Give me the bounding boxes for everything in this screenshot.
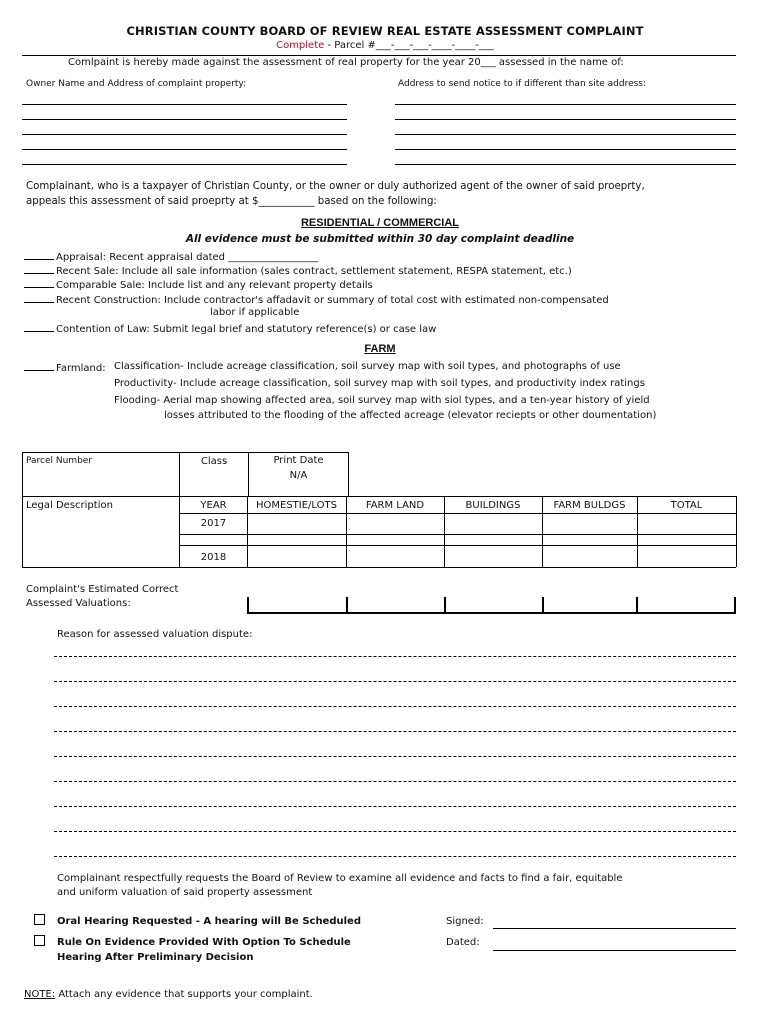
signed-label: Signed: — [446, 916, 484, 927]
parcel-number-label: Parcel Number — [26, 456, 93, 466]
farm-productivity: Productivity- Include acreage classification, soil survey map with soil types, and productivity index ratings — [114, 378, 645, 389]
col-year: YEAR — [200, 500, 227, 511]
legal-description-label: Legal Description — [26, 500, 113, 511]
form-subtitle — [0, 40, 770, 51]
farm-heading: FARM — [364, 343, 396, 355]
col-farm-buildings: FARM BULDGS — [553, 500, 626, 511]
contention-label: Contention of Law: Submit legal brief and statutory reference(s) or case law — [56, 324, 437, 335]
appraisal-label: Appraisal: Recent appraisal dated __________________ — [56, 252, 319, 263]
complaint-line: Comlpaint is hereby made against the assessment of real property for the year 20___ assessed in the name of: — [68, 57, 624, 68]
col-total: TOTAL — [670, 500, 703, 511]
class-label: Class — [200, 456, 228, 467]
comparable-sale-label: Comparable Sale: Include list and any relevant property details — [56, 280, 373, 291]
estimated-label-1: Complaint's Estimated Correct — [26, 584, 179, 595]
request-line-1: Complainant respectfully requests the Board of Review to examine all evidence and facts to find a fair, equitable — [57, 873, 623, 884]
recent-sale-item[interactable] — [24, 264, 572, 277]
parcel-line: - Parcel #___-___-___-____-____-___ — [324, 40, 494, 51]
signed-field[interactable] — [493, 928, 736, 929]
dated-field[interactable] — [493, 950, 736, 951]
print-date-value: N/A — [289, 470, 308, 481]
complainant-line-1: Complainant, who is a taxpayer of Christian County, or the owner or duly authorized agent of the owner of said proeprty, — [26, 181, 645, 192]
year-2017: 2017 — [200, 518, 227, 529]
col-buildings: BUILDINGS — [465, 500, 521, 511]
farmland-label: Farmland: — [56, 363, 106, 374]
recent-construction-cont: labor if applicable — [210, 307, 300, 318]
farm-flooding-cont: losses attributed to the flooding of the affected acreage (elevator reciepts or other doumentation) — [164, 410, 657, 421]
deadline-note: All evidence must be submitted within 30 day complaint deadline — [185, 233, 575, 245]
oral-hearing-checkbox[interactable] — [34, 914, 45, 925]
farm-flooding: Flooding- Aerial map showing affected area, soil survey map with siol types, and a ten-year history of yield — [114, 395, 650, 406]
print-date-label: Print Date — [273, 455, 324, 466]
contention-item[interactable] — [24, 322, 436, 335]
year-2018: 2018 — [200, 552, 227, 563]
dated-label: Dated: — [446, 937, 480, 948]
estimated-label-2: Assessed Valuations: — [26, 598, 131, 609]
rule-on-evidence-label-1: Rule On Evidence Provided With Option To Schedule — [57, 937, 351, 948]
farmland-item[interactable] — [24, 361, 106, 374]
note-label: NOTE: — [24, 989, 56, 1000]
notice-address-label: Address to send notice to if different than site address: — [398, 79, 647, 89]
appraisal-item[interactable] — [24, 250, 318, 263]
recent-construction-label: Recent Construction: Include contractor's affadavit or summary of total cost with estimated non-compensated — [56, 295, 609, 306]
oral-hearing-label: Oral Hearing Requested - A hearing will Be Scheduled — [57, 916, 361, 927]
status-label: Complete — [276, 40, 325, 51]
reason-label: Reason for assessed valuation dispute: — [57, 629, 253, 640]
col-farm-land: FARM LAND — [365, 500, 425, 511]
header-divider — [22, 55, 736, 56]
owner-address-label: Owner Name and Address of complaint property: — [26, 79, 247, 89]
col-homesite: HOMESTIE/LOTS — [256, 500, 337, 511]
residential-heading: RESIDENTIAL / COMMERCIAL — [300, 217, 460, 229]
rule-on-evidence-label-2: Hearing After Preliminary Decision — [57, 952, 254, 963]
complainant-line-2: appeals this assessment of said proeprty at $___________ based on the following: — [26, 196, 437, 207]
comparable-sale-item[interactable] — [24, 278, 373, 291]
recent-sale-label: Recent Sale: Include all sale information (sales contract, settlement statement, RESPA statement, etc.) — [56, 266, 572, 277]
request-line-2: and uniform valuation of said property assessment — [57, 887, 313, 898]
rule-on-evidence-checkbox[interactable] — [34, 935, 45, 946]
recent-construction-item[interactable] — [24, 293, 609, 306]
farm-classification: Classification- Include acreage classification, soil survey map with soil types, and photographs of use — [114, 361, 621, 372]
note — [24, 989, 313, 1000]
form-title: CHRISTIAN COUNTY BOARD OF REVIEW REAL ESTATE ASSESSMENT COMPLAINT — [126, 24, 644, 38]
note-text: Attach any evidence that supports your complaint. — [55, 989, 313, 1000]
